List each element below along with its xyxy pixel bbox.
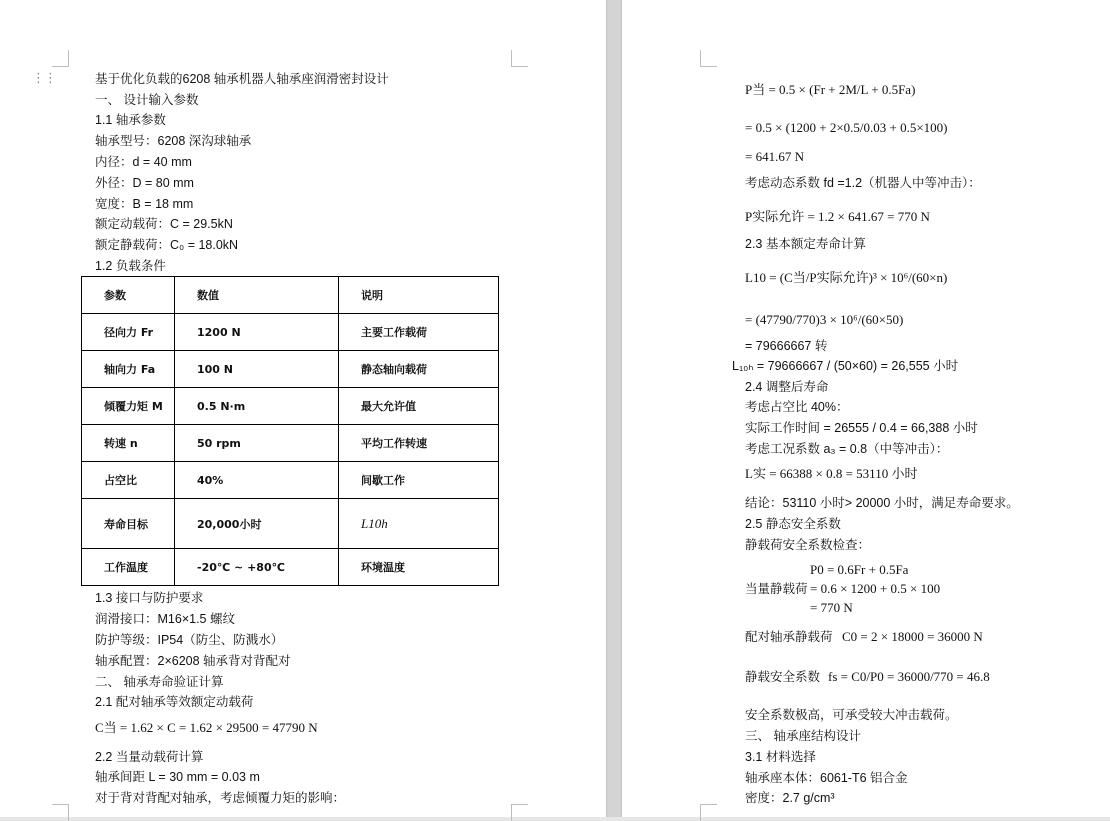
crop-mark <box>700 50 717 67</box>
crop-mark <box>52 804 69 821</box>
subsection-heading: 2.2 当量动载荷计算 <box>95 750 204 764</box>
life-formula: L10 = (C当/P实际允许)³ × 10⁶/(60×n) <box>745 270 948 285</box>
subsection-heading: 2.4 调整后寿命 <box>745 380 829 394</box>
load-conditions-table <box>81 276 499 586</box>
table-header-row <box>82 277 499 314</box>
formula-substitution: = 0.6 × 1200 + 0.5 × 100 <box>810 581 941 596</box>
table-header-cell: 数值 <box>175 277 339 314</box>
param-line: 外径：D = 80 mm <box>95 176 194 190</box>
table-cell: 转速 n <box>82 425 175 462</box>
param-line: 对于背对背配对轴承，考虑倾覆力矩的影响： <box>95 791 346 805</box>
table-row <box>82 388 499 425</box>
static-rating-formula: C0 = 2 × 18000 = 36000 N <box>842 629 983 644</box>
table-cell: 主要工作载荷 <box>339 314 499 351</box>
table-cell: 40% <box>175 462 339 499</box>
safety-factor-formula: fs = C0/P0 = 36000/770 = 46.8 <box>828 669 990 684</box>
text-line: 考虑动态系数 fd =1.2（机器人中等冲击）： <box>745 176 981 190</box>
doc-title: 基于优化负载的6208 轴承机器人轴承座润滑密封设计 <box>95 72 389 86</box>
table-cell: 轴向力 Fa <box>82 351 175 388</box>
right-page <box>622 0 1110 817</box>
table-header-cell: 参数 <box>82 277 175 314</box>
subsection-heading: 2.3 基本额定寿命计算 <box>745 237 866 251</box>
table-cell: 1200 N <box>175 314 339 351</box>
actual-load-formula: P实际允许 = 1.2 × 641.67 = 770 N <box>745 209 930 224</box>
param-line: 轴承间距 L = 30 mm = 0.03 m <box>95 770 260 784</box>
table-cell: -20℃ ~ +80℃ <box>175 549 339 586</box>
equivalent-load-formula: C当 = 1.62 × C = 1.62 × 29500 = 47790 N <box>95 720 318 735</box>
table-cell: 50 rpm <box>175 425 339 462</box>
crop-mark <box>511 50 528 67</box>
static-load-formula: P0 = 0.6Fr + 0.5Fa <box>810 562 909 577</box>
param-line: 密度：2.7 g/cm³ <box>745 791 835 805</box>
param-line: 内径：d = 40 mm <box>95 155 192 169</box>
subsection-heading: 2.5 静态安全系数 <box>745 517 841 531</box>
param-line: 额定静载荷：C₀ = 18.0kN <box>95 238 239 252</box>
formula-result: = 770 N <box>810 600 853 615</box>
param-line: 轴承配置：2×6208 轴承背对背配对 <box>95 654 291 668</box>
crop-mark <box>700 804 717 821</box>
table-cell: 径向力 Fr <box>82 314 175 351</box>
table-row <box>82 462 499 499</box>
text-line: 实际工作时间 = 26555 / 0.4 = 66,388 小时 <box>745 421 978 435</box>
table-cell: 倾覆力矩 M <box>82 388 175 425</box>
formula-result: = 641.67 N <box>745 149 804 164</box>
adjusted-life-formula: L实 = 66388 × 0.8 = 53110 小时 <box>745 466 918 481</box>
subsection-heading: 3.1 材料选择 <box>745 750 816 764</box>
param-line: 轴承型号：6208 深沟球轴承 <box>95 134 252 148</box>
param-line: 额定动载荷：C = 29.5kN <box>95 217 233 231</box>
equivalent-load-formula: P当 = 0.5 × (Fr + 2M/L + 0.5Fa) <box>745 82 916 97</box>
table-row <box>82 549 499 586</box>
subsection-heading: 2.1 配对轴承等效额定动载荷 <box>95 695 254 709</box>
drag-handle-icon[interactable]: ⋮⋮ <box>32 70 56 85</box>
table-cell: 最大允许值 <box>339 388 499 425</box>
table-cell: 20,000小时 <box>175 499 339 549</box>
table-row <box>82 351 499 388</box>
table-row <box>82 499 499 549</box>
table-cell: 环境温度 <box>339 549 499 586</box>
table-cell: L10h <box>339 499 499 549</box>
section-heading: 三、 轴承座结构设计 <box>745 729 861 743</box>
page-gap <box>606 0 622 817</box>
table-cell: 工作温度 <box>82 549 175 586</box>
table-row <box>82 425 499 462</box>
param-line: 防护等级：IP54（防尘、防溅水） <box>95 633 284 647</box>
conclusion: 结论：53110 小时> 20000 小时，满足寿命要求。 <box>745 496 1019 510</box>
text-label: 当量静载荷 <box>745 582 808 596</box>
table-cell: 平均工作转速 <box>339 425 499 462</box>
subsection-heading: 1.2 负载条件 <box>95 259 166 273</box>
table-cell: 占空比 <box>82 462 175 499</box>
text-label: 静载安全系数 <box>745 670 821 684</box>
table-cell: 寿命目标 <box>82 499 175 549</box>
text-line: 静载荷安全系数检查： <box>745 538 871 552</box>
formula-substitution: = 0.5 × (1200 + 2×0.5/0.03 + 0.5×100) <box>745 120 948 135</box>
formula-result: L₁₀ₕ = 79666667 / (50×60) = 26,555 小时 <box>732 359 959 373</box>
table-row <box>82 314 499 351</box>
text-line: 考虑占空比 40%： <box>745 400 849 414</box>
table-cell: 间歇工作 <box>339 462 499 499</box>
formula-substitution: = (47790/770)3 × 10⁶/(60×50) <box>745 312 904 327</box>
table-cell: 0.5 N·m <box>175 388 339 425</box>
subsection-heading: 1.3 接口与防护要求 <box>95 591 204 605</box>
formula-result: = 79666667 转 <box>745 339 828 353</box>
crop-mark <box>511 804 528 821</box>
text-label: 配对轴承静载荷 <box>745 630 833 644</box>
table-cell: 静态轴向载荷 <box>339 351 499 388</box>
subsection-heading: 1.1 轴承参数 <box>95 113 166 127</box>
param-line: 润滑接口：M16×1.5 螺纹 <box>95 612 235 626</box>
text-line: 考虑工况系数 a₃ = 0.8（中等冲击）： <box>745 442 949 456</box>
crop-mark <box>52 50 69 67</box>
table-header-cell: 说明 <box>339 277 499 314</box>
text-line: 安全系数极高，可承受较大冲击载荷。 <box>745 708 958 722</box>
param-line: 轴承座本体：6061-T6 铝合金 <box>745 771 908 785</box>
section-heading: 一、 设计输入参数 <box>95 93 199 107</box>
param-line: 宽度：B = 18 mm <box>95 197 194 211</box>
table-cell: 100 N <box>175 351 339 388</box>
section-heading: 二、 轴承寿命验证计算 <box>95 675 224 689</box>
